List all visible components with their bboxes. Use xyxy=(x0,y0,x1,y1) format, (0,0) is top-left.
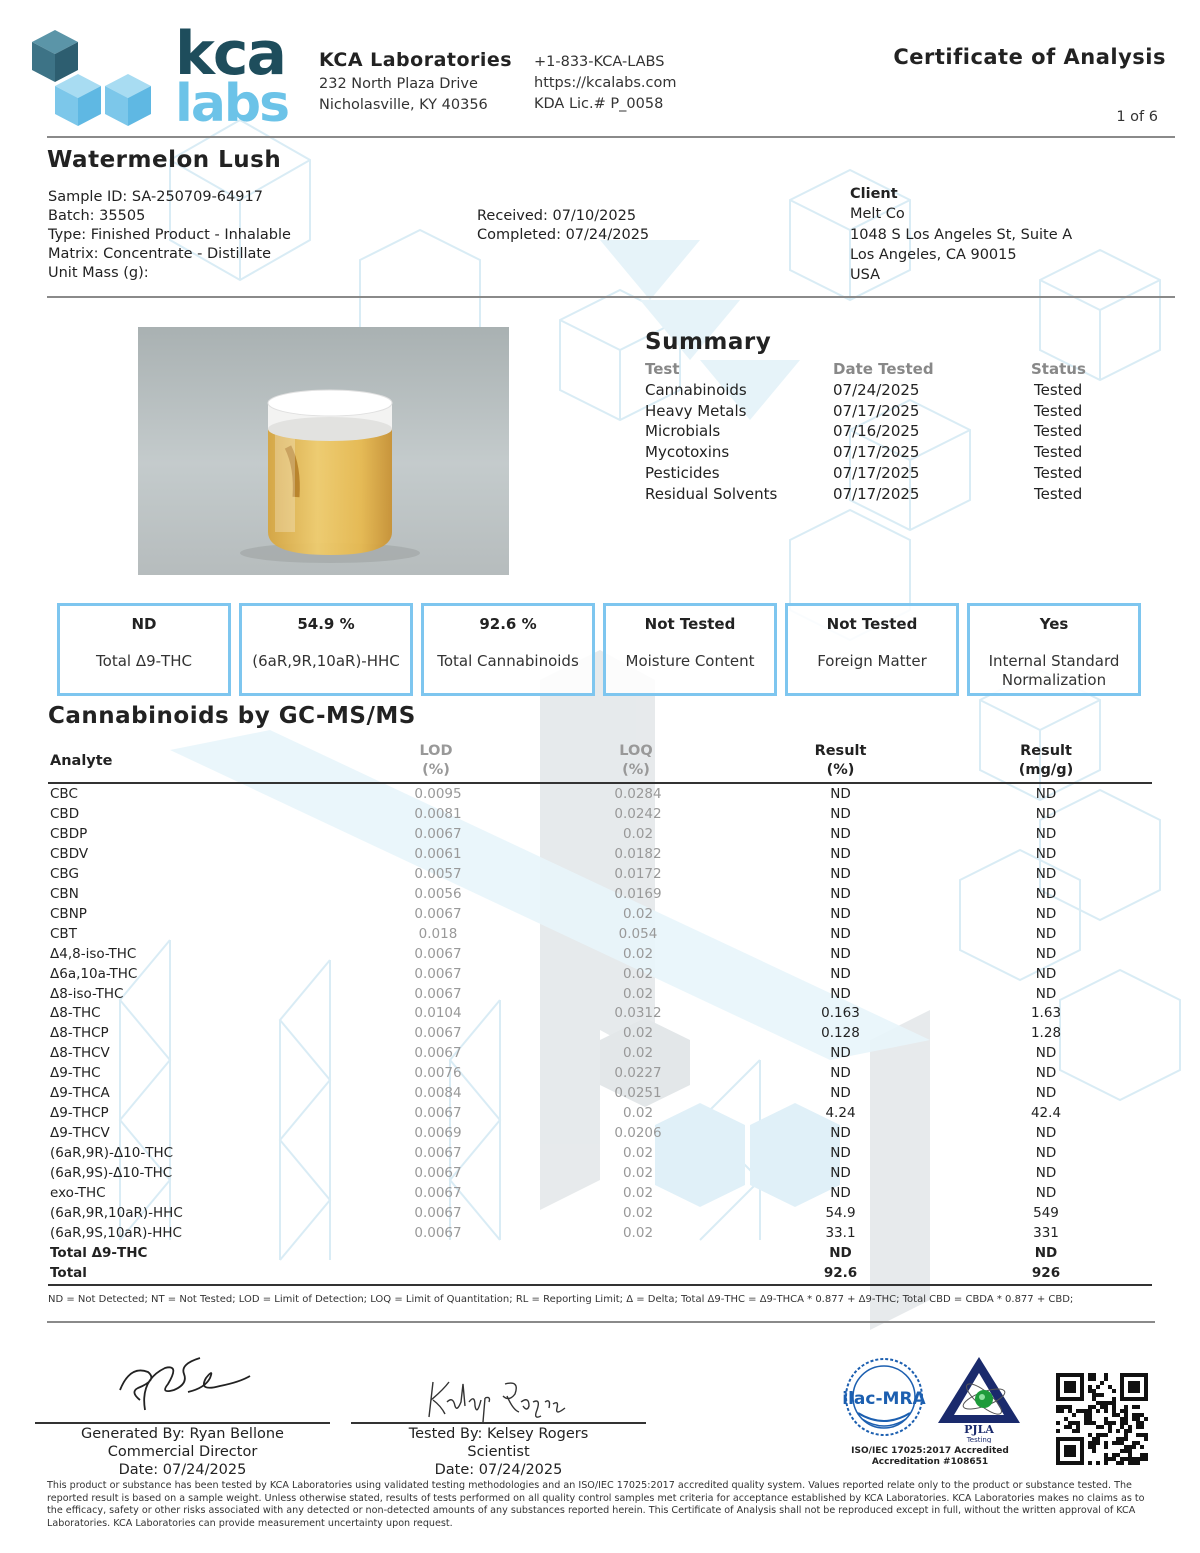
lab-phone: +1-833-KCA-LABS xyxy=(534,54,665,70)
cell-lod: 0.0067 xyxy=(414,985,462,1002)
signature-line3: Date: 07/24/2025 xyxy=(434,1462,563,1478)
cell-analyte: Δ8-THCV xyxy=(50,1045,110,1062)
batch: Batch: 35505 xyxy=(48,208,146,224)
summary-header xyxy=(645,360,1095,381)
table-bottom-rule xyxy=(48,1284,1152,1286)
summary-status: Tested xyxy=(1034,401,1083,420)
col-result-mg xyxy=(996,742,1096,780)
cell-loq: 0.02 xyxy=(622,825,654,842)
cell-result-pct: ND xyxy=(830,905,851,922)
product-type: Type: Finished Product - Inhalable xyxy=(48,227,291,243)
summary-row xyxy=(645,402,1095,423)
kpi-label: Foreign Matter xyxy=(817,652,927,670)
kpi-box xyxy=(603,603,777,696)
cell-lod: 0.0056 xyxy=(414,885,462,902)
cell-loq: 0.02 xyxy=(622,1105,654,1122)
cell-result-pct: ND xyxy=(830,1125,851,1142)
completed-date: Completed: 07/24/2025 xyxy=(477,227,650,243)
cell-analyte: CBNP xyxy=(50,905,87,922)
cell-loq: 0.02 xyxy=(622,1165,654,1182)
lab-license: KDA Lic.# P_0058 xyxy=(534,96,664,112)
product-matrix: Matrix: Concentrate - Distillate xyxy=(48,246,272,262)
cell-analyte: Total xyxy=(50,1264,87,1281)
summary-date: 07/17/2025 xyxy=(833,484,920,503)
cell-result-pct: ND xyxy=(830,985,851,1002)
cell-result-pct: 54.9 xyxy=(825,1204,856,1221)
table-row xyxy=(48,1163,1152,1183)
kpi-value: 54.9 % xyxy=(297,615,355,633)
summary-test: Residual Solvents xyxy=(645,484,778,503)
cell-result-pct: ND xyxy=(830,1165,851,1182)
kpi-box xyxy=(967,603,1141,696)
table-row xyxy=(48,924,1152,944)
kpi-value: 92.6 % xyxy=(479,615,537,633)
cell-result-pct: 33.1 xyxy=(825,1224,856,1241)
kpi-box xyxy=(57,603,231,696)
cell-lod: 0.0076 xyxy=(414,1065,462,1082)
cell-lod: 0.0067 xyxy=(414,1185,462,1201)
kpi-value: ND xyxy=(131,615,157,633)
cell-analyte: (6aR,9R)-Δ10-THC xyxy=(50,1145,174,1162)
summary-row xyxy=(645,422,1095,443)
cell-lod: 0.0057 xyxy=(414,865,462,882)
summary-status: Tested xyxy=(1034,443,1083,462)
cell-result-pct: ND xyxy=(830,825,851,842)
summary-test: Microbials xyxy=(645,422,721,441)
cell-lod: 0.0067 xyxy=(414,1105,462,1122)
accreditation-iso: ISO/IEC 17025:2017 Accredited xyxy=(851,1446,1009,1456)
cell-analyte: (6aR,9R,10aR)-HHC xyxy=(50,1204,183,1221)
col-lod-label: LOD xyxy=(419,743,453,759)
cell-lod: 0.0067 xyxy=(414,1165,462,1182)
kpi-label: Total Δ9-THC xyxy=(96,652,192,670)
cell-lod: 0.0067 xyxy=(414,1025,462,1042)
cell-lod: 0.0069 xyxy=(414,1125,462,1142)
cell-lod: 0.0067 xyxy=(414,1224,462,1241)
cell-loq: 0.0172 xyxy=(614,865,662,882)
cell-lod: 0.0061 xyxy=(414,845,462,862)
cell-analyte: Δ9-THC xyxy=(50,1065,101,1082)
table-row xyxy=(48,964,1152,984)
cell-analyte: Δ9-THCA xyxy=(50,1085,110,1102)
cell-loq: 0.0169 xyxy=(614,885,662,902)
cell-lod: 0.0067 xyxy=(414,1204,462,1221)
signature-line-2 xyxy=(351,1422,646,1424)
summary-title: Summary xyxy=(645,329,772,355)
table-footnote: ND = Not Detected; NT = Not Tested; LOD = Limit of Detection; LOQ = Limit of Quantitation; RL = Reporting Limit; Δ = Delta; Total Δ9-THC = Δ9-THCA * 0.877 + Δ9-THC; Total CBD = CBDA * 0.877 + CBD; xyxy=(48,1294,1074,1305)
document-title: Certificate of Analysis xyxy=(893,45,1166,69)
cell-lod: 0.0067 xyxy=(414,1045,462,1062)
col-result-pct-label: Result xyxy=(814,743,867,759)
cell-result-pct: 0.128 xyxy=(821,1025,860,1042)
product-name: Watermelon Lush xyxy=(47,147,282,173)
unit-mass: Unit Mass (g): xyxy=(48,265,149,281)
info-divider xyxy=(47,296,1175,298)
table-row xyxy=(48,884,1152,904)
signature-ryan-bellone xyxy=(110,1350,260,1420)
client-label: Client xyxy=(850,186,898,202)
col-lod xyxy=(386,742,486,780)
col-result-mg-label: Result xyxy=(1020,743,1072,759)
cell-result-mg: ND xyxy=(1035,865,1057,882)
cell-loq: 0.02 xyxy=(622,1204,654,1221)
kpi-label: Moisture Content xyxy=(625,652,755,670)
cell-loq: 0.0284 xyxy=(614,786,662,802)
table-row xyxy=(48,1203,1152,1223)
cell-loq: 0.02 xyxy=(622,1224,654,1241)
ilac-mra-logo-icon xyxy=(840,1355,930,1440)
qr-code-icon[interactable] xyxy=(1056,1373,1148,1465)
cell-loq: 0.0242 xyxy=(614,805,662,822)
cell-lod: 0.0067 xyxy=(414,1145,462,1162)
signature-line-1 xyxy=(35,1422,330,1424)
summary-date: 07/16/2025 xyxy=(833,422,920,441)
cell-loq: 0.02 xyxy=(622,945,654,962)
product-photo xyxy=(138,327,509,575)
cell-loq: 0.02 xyxy=(622,1045,654,1062)
sample-id: Sample ID: SA-250709-64917 xyxy=(48,189,263,205)
logo-cubes-icon xyxy=(30,30,160,130)
cell-result-pct: ND xyxy=(830,965,851,982)
logo-text-labs: labs xyxy=(175,74,289,134)
cell-result-pct: ND xyxy=(830,1145,851,1162)
cell-analyte: exo-THC xyxy=(50,1185,106,1201)
pjla-logo-icon xyxy=(936,1355,1022,1443)
cell-loq: 0.0206 xyxy=(614,1125,662,1142)
cell-lod: 0.0067 xyxy=(414,905,462,922)
table-row xyxy=(48,804,1152,824)
lab-address-line1: 232 North Plaza Drive xyxy=(319,76,478,92)
cell-analyte: Δ8-iso-THC xyxy=(50,985,124,1002)
signature-line2: Scientist xyxy=(467,1444,530,1460)
table-row xyxy=(48,1043,1152,1063)
cell-result-pct: ND xyxy=(830,925,851,942)
table-row xyxy=(48,944,1152,964)
cell-result-pct: ND xyxy=(830,805,851,822)
cell-result-mg: ND xyxy=(1035,905,1057,922)
cell-result-mg: ND xyxy=(1035,1125,1057,1142)
cell-result-pct: ND xyxy=(830,786,851,802)
summary-header-status: Status xyxy=(1031,360,1086,378)
page-number: 1 of 6 xyxy=(1116,109,1158,125)
summary-date: 07/17/2025 xyxy=(833,401,920,420)
col-analyte: Analyte xyxy=(50,753,113,769)
kpi-value: Not Tested xyxy=(644,615,736,633)
cell-result-pct: ND xyxy=(829,1244,852,1261)
cell-loq: 0.02 xyxy=(622,1145,654,1162)
kpi-label: Internal Standard Normalization xyxy=(988,652,1120,689)
cell-analyte: CBC xyxy=(50,786,78,802)
disclaimer: This product or substance has been tested by KCA Laboratories using validated testing methodologies and an ISO/IEC 17025:2017 accredited quality system. Values reported relate only to the product or substance tested. The reported result is based on a sample weight. Unless otherwise stated, results of tests performed on all quality control samples met criteria for acceptance established by KCA Laboratories. KCA Laboratories makes no claims as to the efficacy, safety or other risks associated with any detected or non-detected amounts of any substances reported herein. This Certificate of Analysis shall not be reproduced except in full, without the written approval of KCA Laboratories. KCA Laboratories can provide measurement uncertainty upon request. xyxy=(47,1480,1145,1529)
cell-result-pct: 4.24 xyxy=(825,1105,856,1122)
cell-result-pct: ND xyxy=(830,1045,851,1062)
col-result-mg-unit: (mg/g) xyxy=(1018,762,1074,778)
pjla-subtext: Testing xyxy=(966,1436,992,1443)
cell-result-mg: ND xyxy=(1035,985,1057,1002)
signature-block xyxy=(351,1425,646,1479)
cell-analyte: Δ9-THCV xyxy=(50,1125,110,1142)
summary-row xyxy=(645,443,1095,464)
signature-line2: Commercial Director xyxy=(107,1444,258,1460)
summary-status: Tested xyxy=(1034,484,1083,503)
summary-date: 07/17/2025 xyxy=(833,443,920,462)
table-row xyxy=(48,904,1152,924)
cell-result-mg: ND xyxy=(1034,1244,1058,1261)
cell-loq: 0.02 xyxy=(622,905,654,922)
cell-result-mg: ND xyxy=(1035,805,1057,822)
summary-status: Tested xyxy=(1034,381,1083,399)
kpi-label: (6aR,9R,10aR)-HHC xyxy=(252,652,400,670)
cell-result-pct: ND xyxy=(830,865,851,882)
table-row xyxy=(48,844,1152,864)
summary-date: 07/17/2025 xyxy=(833,463,920,482)
cell-analyte: Δ6a,10a-THC xyxy=(50,965,138,982)
table-total-row xyxy=(48,1263,1152,1283)
received-date: Received: 07/10/2025 xyxy=(477,208,637,224)
table-row xyxy=(48,1223,1152,1243)
summary-test: Pesticides xyxy=(645,463,720,482)
kpi-box xyxy=(421,603,595,696)
lab-website[interactable]: https://kcalabs.com xyxy=(534,75,677,91)
cell-analyte: Δ8-THCP xyxy=(50,1025,109,1042)
summary-date: 07/24/2025 xyxy=(833,381,920,399)
cell-analyte: CBT xyxy=(50,925,77,942)
summary-test: Cannabinoids xyxy=(645,381,747,399)
cell-result-mg: 331 xyxy=(1033,1224,1059,1241)
cell-analyte: Total Δ9-THC xyxy=(50,1244,148,1261)
cell-analyte: CBN xyxy=(50,885,79,902)
summary-status: Tested xyxy=(1034,422,1083,441)
cell-result-pct: ND xyxy=(830,1185,851,1201)
cell-result-mg: ND xyxy=(1035,1045,1057,1062)
cell-analyte: Δ9-THCP xyxy=(50,1105,109,1122)
table-row xyxy=(48,864,1152,884)
cell-analyte: Δ4,8-iso-THC xyxy=(50,945,137,962)
cell-result-mg: ND xyxy=(1035,925,1057,942)
cell-analyte: CBD xyxy=(50,805,80,822)
cannabinoids-title: Cannabinoids by GC-MS/MS xyxy=(48,703,416,729)
table-row xyxy=(48,1183,1152,1203)
summary-test: Heavy Metals xyxy=(645,401,747,420)
kpi-box xyxy=(239,603,413,696)
cell-result-pct: 0.163 xyxy=(821,1005,860,1022)
summary-row xyxy=(645,485,1095,506)
cell-result-mg: ND xyxy=(1035,845,1057,862)
client-address-line1: 1048 S Los Angeles St, Suite A xyxy=(850,227,1073,243)
col-loq-label: LOQ xyxy=(619,743,653,759)
table-row xyxy=(48,1103,1152,1123)
cell-result-mg: ND xyxy=(1035,1145,1057,1162)
cell-result-mg: 549 xyxy=(1033,1204,1059,1221)
accreditation-number: Accreditation #108651 xyxy=(871,1457,989,1467)
cell-loq: 0.054 xyxy=(618,925,658,942)
cell-result-pct: ND xyxy=(830,945,851,962)
footer-divider xyxy=(47,1321,1155,1323)
summary-test: Mycotoxins xyxy=(645,443,730,462)
cell-result-mg: 42.4 xyxy=(1030,1105,1062,1122)
cell-loq: 0.0312 xyxy=(614,1005,662,1022)
summary-row xyxy=(645,381,1095,402)
client-name: Melt Co xyxy=(850,206,905,222)
table-total-row xyxy=(48,1243,1152,1263)
cell-lod: 0.0084 xyxy=(414,1085,462,1102)
kpi-box xyxy=(785,603,959,696)
cell-result-mg: ND xyxy=(1035,965,1057,982)
lab-address-line2: Nicholasville, KY 40356 xyxy=(319,97,488,113)
table-row xyxy=(48,1063,1152,1083)
cell-result-mg: ND xyxy=(1035,1165,1057,1182)
table-row xyxy=(48,1143,1152,1163)
summary-row xyxy=(645,464,1095,485)
cell-lod: 0.0067 xyxy=(414,825,462,842)
cell-result-mg: ND xyxy=(1035,1185,1057,1201)
col-result-pct xyxy=(788,742,893,780)
kpi-label: Total Cannabinoids xyxy=(437,652,579,670)
table-row xyxy=(48,1023,1152,1043)
cell-result-pct: 92.6 xyxy=(823,1264,858,1281)
cell-lod: 0.018 xyxy=(418,925,458,942)
cell-result-mg: 1.28 xyxy=(1030,1025,1062,1042)
cell-result-pct: ND xyxy=(830,885,851,902)
client-country: USA xyxy=(850,267,881,283)
ilac-mra-text: ilac-MRA xyxy=(842,1389,926,1409)
cell-result-mg: ND xyxy=(1035,825,1057,842)
cell-analyte: CBG xyxy=(50,865,79,882)
client-address-line2: Los Angeles, CA 90015 xyxy=(850,247,1017,263)
cell-loq: 0.02 xyxy=(622,1185,654,1201)
cell-loq: 0.0251 xyxy=(614,1085,662,1102)
table-row xyxy=(48,1123,1152,1143)
cell-result-pct: ND xyxy=(830,1085,851,1102)
cell-loq: 0.02 xyxy=(622,1025,654,1042)
table-row xyxy=(48,824,1152,844)
signature-line3: Date: 07/24/2025 xyxy=(118,1462,247,1478)
logo-text-kca: kca xyxy=(175,19,285,89)
cell-result-mg: ND xyxy=(1035,1065,1057,1082)
col-loq xyxy=(586,742,686,780)
cell-result-mg: ND xyxy=(1035,945,1057,962)
cell-result-mg: ND xyxy=(1035,1085,1057,1102)
cell-loq: 0.0182 xyxy=(614,845,662,862)
table-row xyxy=(48,1003,1152,1023)
col-loq-unit: (%) xyxy=(622,762,650,778)
summary-header-test: Test xyxy=(645,360,680,378)
table-row xyxy=(48,1083,1152,1103)
cell-result-pct: ND xyxy=(830,1065,851,1082)
lab-name: KCA Laboratories xyxy=(319,49,513,71)
cell-result-mg: ND xyxy=(1035,786,1057,802)
signature-line1: Generated By: Ryan Bellone xyxy=(81,1426,284,1442)
col-lod-unit: (%) xyxy=(422,762,450,778)
signature-line1: Tested By: Kelsey Rogers xyxy=(408,1426,589,1442)
cell-result-mg: ND xyxy=(1035,885,1057,902)
cell-lod: 0.0067 xyxy=(414,965,462,982)
cell-lod: 0.0095 xyxy=(414,786,462,802)
cell-analyte: (6aR,9S,10aR)-HHC xyxy=(50,1224,182,1241)
signature-kelsey-rogers xyxy=(425,1372,570,1427)
cell-analyte: CBDP xyxy=(50,825,88,842)
accreditation-text xyxy=(836,1446,1024,1468)
cell-loq: 0.0227 xyxy=(614,1065,662,1082)
table-row xyxy=(48,784,1152,804)
signature-block xyxy=(35,1425,330,1479)
cell-result-mg: 926 xyxy=(1031,1264,1061,1281)
cell-loq: 0.02 xyxy=(622,985,654,1002)
cell-result-mg: 1.63 xyxy=(1030,1005,1062,1022)
table-row xyxy=(48,984,1152,1004)
cell-lod: 0.0104 xyxy=(414,1005,462,1022)
cell-analyte: CBDV xyxy=(50,845,89,862)
col-result-pct-unit: (%) xyxy=(826,762,855,778)
header-divider xyxy=(47,136,1175,138)
kpi-value: Not Tested xyxy=(826,615,918,633)
summary-header-date: Date Tested xyxy=(833,360,934,378)
cell-analyte: (6aR,9S)-Δ10-THC xyxy=(50,1165,173,1182)
pjla-text: PJLA xyxy=(964,1423,994,1436)
kpi-value: Yes xyxy=(1039,615,1069,633)
cell-lod: 0.0067 xyxy=(414,945,462,962)
cell-result-pct: ND xyxy=(830,845,851,862)
cell-lod: 0.0081 xyxy=(414,805,462,822)
cell-analyte: Δ8-THC xyxy=(50,1005,101,1022)
cell-loq: 0.02 xyxy=(622,965,654,982)
summary-status: Tested xyxy=(1034,463,1083,482)
